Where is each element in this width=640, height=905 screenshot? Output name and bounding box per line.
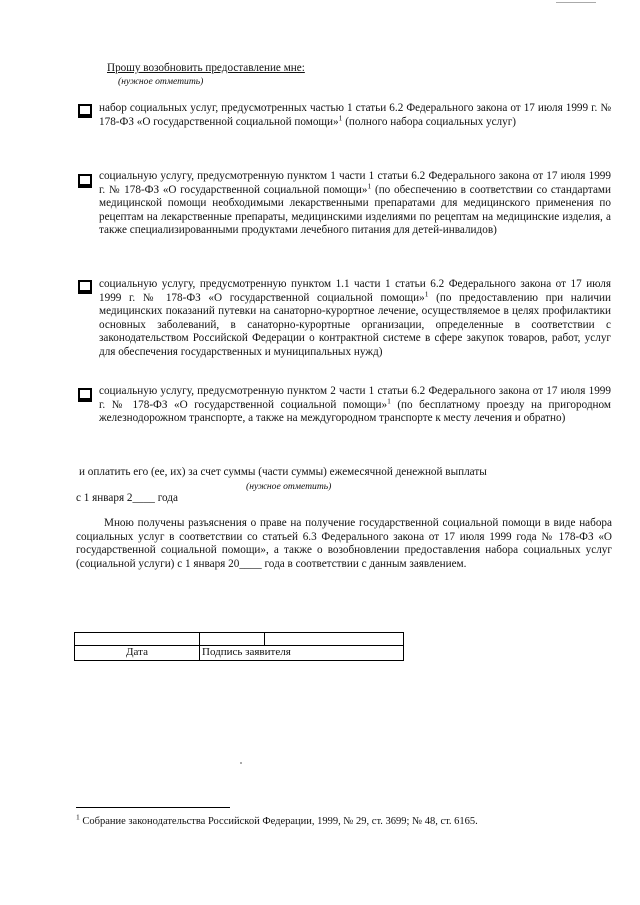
- footnote-divider: [76, 807, 230, 808]
- payment-line: и оплатить его (ее, их) за счет суммы (части суммы) ежемесячной денежной выплаты: [79, 466, 487, 478]
- option-text: набор социальных услуг, предусмотренных частью 1 статьи 6.2 Федерального закона от 17 июля 1999 г. № 178-ФЗ «О государственной социальной помощи»: [99, 102, 611, 128]
- option-transport: [99, 385, 611, 426]
- footnote-ref: 1: [367, 180, 372, 190]
- mark-hint: (нужное отметить): [118, 76, 204, 87]
- request-heading: Прошу возобновить предоставление мне:: [107, 62, 305, 74]
- footnote-text: Собрание законодательства Российской Федерации, 1999, № 29, ст. 3699; № 48, ст. 6165.: [82, 816, 478, 827]
- option-tail: (по обеспечению в соответствии со стандартами медицинской помощи необходимыми лекарственными препаратами для медицинского применения по рецептам на лекарственные препараты, медицинскими изделиями по рецептам на медицинские изделия, а также специализированными продуктами лечебного питания для детей-инвалидов): [99, 183, 611, 237]
- checkbox-full-set[interactable]: [78, 104, 92, 118]
- signature-cell-top-1[interactable]: [200, 633, 265, 646]
- start-date-line: с 1 января 2____ года: [76, 492, 178, 504]
- acknowledgement-paragraph: Мною получены разъяснения о праве на получение государственной социальной помощи в виде набора социальных услуг в соответствии со статьей 6.3 Федерального закона от 17 июля 1999 года № 178-ФЗ «О государственной социальной помощи», а также о возобновлении предоставления набора социальных услуг (социальной услуги) с 1 января 20____ года в соответствии с данным заявлением.: [76, 517, 612, 570]
- option-tail: (по предоставлению при наличии медицинских показаний путевки на санаторно-курортное лечение, осуществляемое в целях профилактики основных заболеваний, в санаторно-курортные организации, определенные в соответствии с законодательством Российской Федерации о контрактной системе в сфере закупок товаров, работ, услуг для обеспечения государственных и муниципальных нужд): [99, 291, 611, 358]
- option-medicines: [99, 170, 611, 238]
- signature-label: Подпись заявителя: [200, 646, 404, 661]
- option-sanatorium: [99, 278, 611, 360]
- signature-cell-top-2[interactable]: [265, 633, 404, 646]
- footnote: [76, 812, 478, 829]
- footnote-ref: 1: [387, 395, 391, 405]
- footnote-mark: 1: [76, 812, 80, 822]
- date-cell-top-1[interactable]: [75, 633, 200, 646]
- checkbox-medicines[interactable]: [78, 174, 92, 188]
- option-tail: (полного набора социальных услуг): [342, 115, 517, 128]
- date-label: Дата: [75, 646, 200, 661]
- footnote-ref: 1: [338, 112, 343, 122]
- mark-hint-2: (нужное отметить): [246, 481, 332, 492]
- option-text: социальную услугу, предусмотренную пунктом 1 части 1 статьи 6.2 Федерального закона от 17 июля 1999 г. № 178-ФЗ «О государственной социальной помощи»: [99, 170, 611, 196]
- checkbox-transport[interactable]: [78, 388, 92, 402]
- footnote-ref: 1: [424, 288, 429, 298]
- option-tail: (по бесплатному проезду на пригородном железнодорожном транспорте, а также на междугородном транспорте к месту лечения и обратно): [99, 398, 611, 425]
- option-full-set: [99, 102, 611, 129]
- option-text: социальную услугу, предусмотренную пунктом 1.1 части 1 статьи 6.2 Федерального закона от 17 июля 1999 г. № 178-ФЗ «О государственной социальной помощи»: [99, 278, 611, 304]
- checkbox-sanatorium[interactable]: [78, 280, 92, 294]
- option-text: социальную услугу, предусмотренную пунктом 2 части 1 статьи 6.2 Федерального закона от 17 июля 1999 г. № 178-ФЗ «О государственной социальной помощи»: [99, 385, 611, 411]
- signature-table: [74, 632, 404, 661]
- scan-dot: [240, 762, 242, 764]
- scan-artifact: [556, 2, 596, 3]
